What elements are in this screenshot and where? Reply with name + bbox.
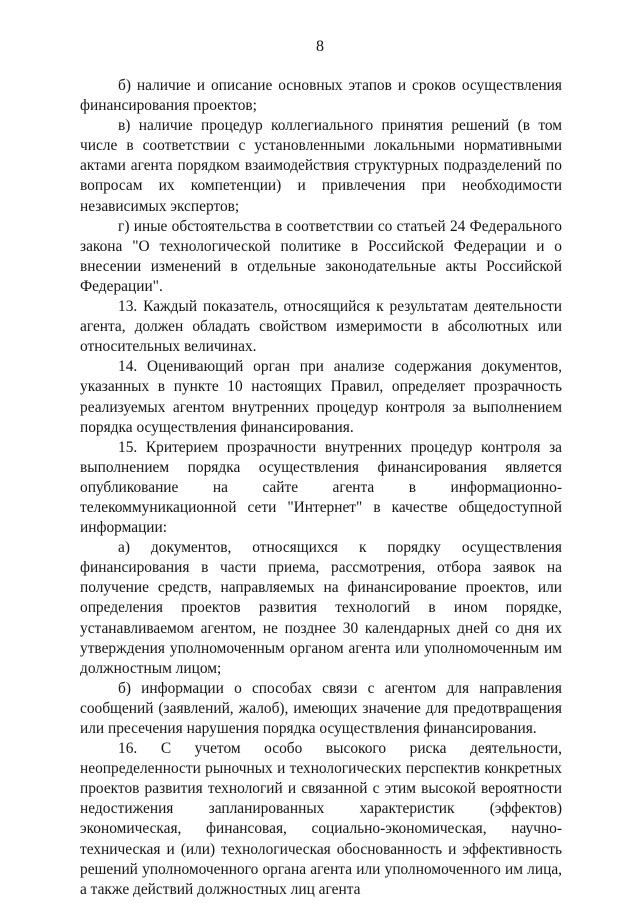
paragraph-item-14: 14. Оценивающий орган при анализе содержания документов, указанных в пункте 10 настоящих Правил, определяет прозрачность реализуемых агентом внутренних процедур контроля за выполнением порядка осуществления финансирования.	[80, 358, 562, 436]
paragraph-subitem-v-collegial: в) наличие процедур коллегиального принятия решений (в том числе в соответствии с установленными локальными нормативными актами агента порядком взаимодействия структурных подразделений по вопросам их компетенции) и привлечения при необходимости независимых экспертов;	[80, 117, 562, 215]
paragraph-item-16: 16. С учетом особо высокого риска деятельности, неопределенности рыночных и технологических перспектив конкретных проектов развития технологий и связанной с этим высокой вероятности недостижения запланированных характеристик (эффектов) экономическая, финансовая, социально-экономическая, научно-техническая и (или) технологическая обоснованность и эффективность решений уполномоченного органа агента или уполномоченного им лица, а также действий должностных лиц агента	[80, 740, 562, 898]
paragraph-subitem-b-stages: б) наличие и описание основных этапов и сроков осуществления финансирования проектов;	[80, 77, 562, 115]
paragraph-item-15: 15. Критерием прозрачности внутренних процедур контроля за выполнением порядка осуществления финансирования является опубликование на сайте агента в информационно-телекоммуникационной сети "Интернет" в качестве общедоступной информации:	[80, 438, 562, 537]
paragraph-subitem-a-documents: а) документов, относящихся к порядку осуществления финансирования в части приема, рассмотрения, отбора заявок на получение средств, направляемых на финансирование проектов, или определения проектов развития технологий в ином порядке, устанавливаемом агентом, не позднее 30 календарных дней со дня их утверждения уполномоченным органом агента или уполномоченным им должностным лицом;	[80, 539, 562, 677]
paragraph-item-13: 13. Каждый показатель, относящийся к результатам деятельности агента, должен обладать свойством измеримости в абсолютных или относительных величинах.	[80, 298, 562, 356]
paragraph-subitem-b-contacts: б) информации о способах связи с агентом для направления сообщений (заявлений, жалоб), имеющих значение для предотвращения или пресечения нарушения порядка осуществления финансирования.	[80, 679, 562, 737]
paragraph-subitem-g-other: г) иные обстоятельства в соответствии со статьей 24 Федерального закона "О технологической политике в Российской Федерации и о внесении изменений в отдельные законодательные акты Российской Федерации".	[80, 217, 562, 295]
document-body	[80, 76, 562, 900]
page-number: 8	[316, 38, 324, 55]
